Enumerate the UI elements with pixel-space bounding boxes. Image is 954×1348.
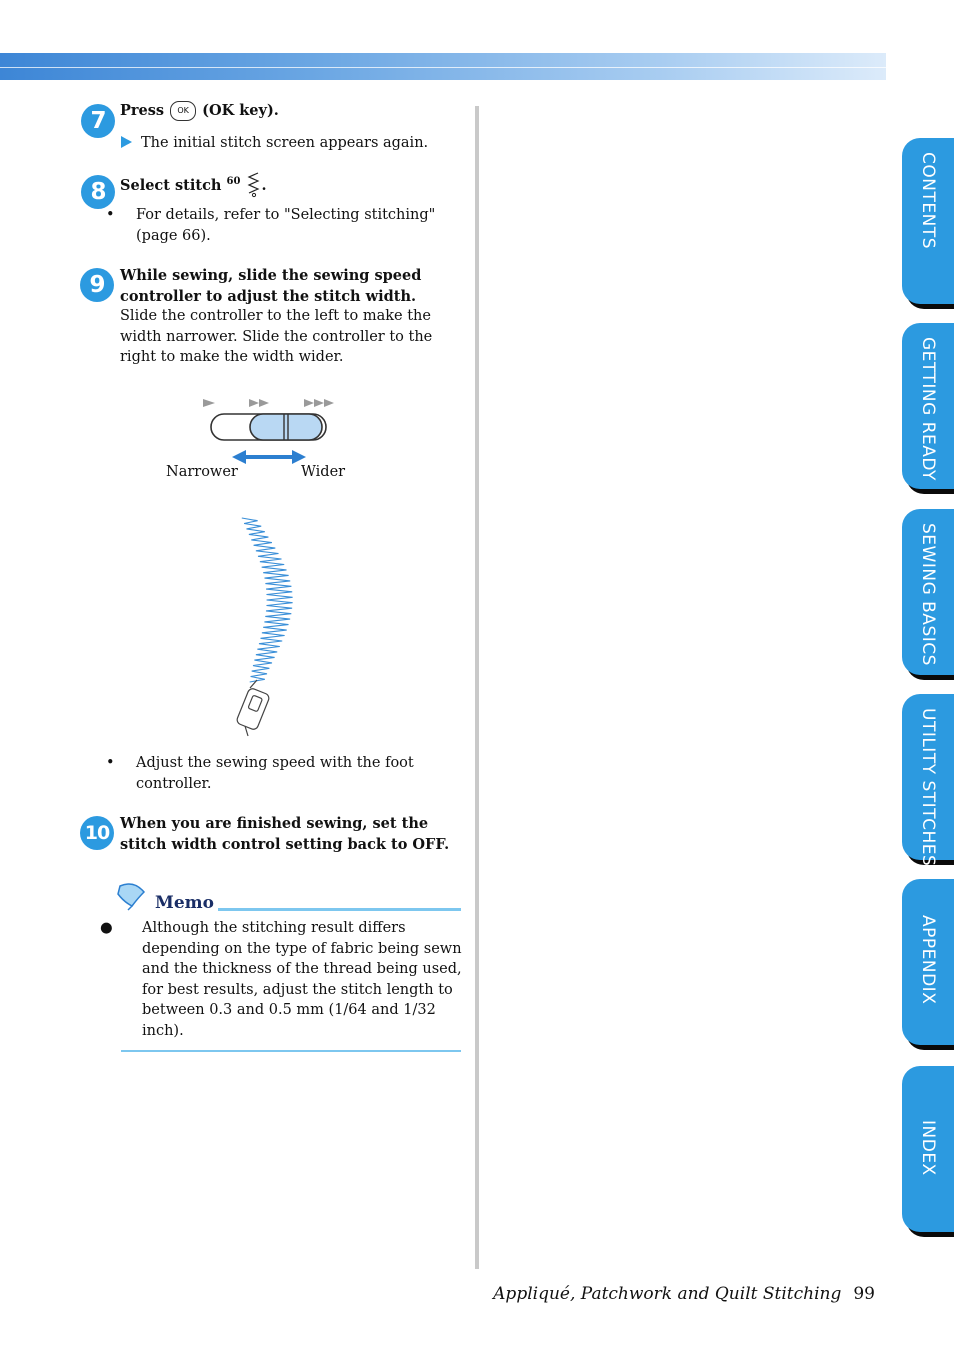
memo-bell-icon [114,882,150,912]
page-number: 99 [853,1284,875,1304]
step-8-bullet: • For details, refer to "Selecting stitching" (page 66). [106,207,436,244]
tab-index-label: INDEX [918,1120,938,1176]
memo-title: Memo [155,893,214,913]
memo-body [100,918,482,1041]
tab-sewing-basics-label: SEWING BASICS [918,523,938,666]
fast-marker [304,399,314,407]
step-8-period: . [261,177,267,194]
presser-foot-icon [236,680,271,736]
step-10-title: When you are finished sewing, set the stitch width control setting back to OFF. [120,815,450,853]
slow-marker [203,399,215,407]
speed-slider-illustration [160,392,360,472]
memo-text: Although the stitching result differs depending on the type of fabric being sewn and the thickness of the thread being used, for best results, adjust the stitch length to between 0.3 and 0.5 mm (1/64 and 1/32 inch). [142,920,462,1039]
section-title: Appliqué, Patchwork and Quilt Stitching [493,1284,842,1304]
tab-getting-ready[interactable] [902,323,954,489]
result-arrow-icon [121,136,132,148]
step-7-ok-text: (OK key). [202,102,279,119]
zigzag-stitch-line [242,518,293,682]
step-9-bullet-text: Adjust the sewing speed with the foot controller. [136,755,414,792]
step-7-result [121,133,428,154]
tab-getting-ready-label: GETTING READY [918,337,938,481]
header-band [0,53,886,80]
column-divider [475,106,479,1269]
tab-contents-label: CONTENTS [918,152,938,249]
medium-marker [249,399,259,407]
step-9-bullet: • Adjust the sewing speed with the foot controller. [106,755,414,792]
tab-sewing-basics[interactable] [902,509,954,675]
tab-appendix[interactable] [902,879,954,1045]
step-7-title [120,101,279,122]
step-7-result-text: The initial stitch screen appears again. [141,135,429,151]
page-footer [493,1284,875,1304]
memo-bullet-icon: ● [100,920,113,936]
step-8-title [120,172,267,198]
step-8-title-text: Select stitch [120,177,222,194]
step-8-bullet-text: For details, refer to "Selecting stitching" (page 66). [136,207,436,244]
memo-underline [218,908,461,911]
slider-knob [250,414,322,440]
tab-contents[interactable] [902,138,954,304]
step-7-press: Press [120,102,165,119]
step-9-title: While sewing, slide the sewing speed controller to adjust the stitch width. [120,267,422,305]
ok-key-icon: OK [170,101,196,121]
zigzag-stitch-illustration [225,512,325,740]
step-9-body: Slide the controller to the left to make the width narrower. Slide the controller to the right to make the width wider. [120,308,433,365]
step-9-number: 9 [80,268,114,302]
wider-label: Wider [301,464,346,480]
tab-appendix-label: APPENDIX [918,915,938,1005]
tab-utility-stitches-label: UTILITY STITCHES [918,708,938,867]
zigzag-stitch-icon [246,172,262,198]
tab-utility-stitches[interactable] [902,694,954,867]
step-7-number: 7 [81,104,115,138]
narrower-label: Narrower [166,464,238,480]
step-8-number: 8 [81,175,115,209]
stitch-number: 60 [226,176,241,188]
tab-index[interactable] [902,1066,954,1232]
memo-bottom-rule [121,1050,461,1052]
step-10-number: 10 [80,816,114,850]
